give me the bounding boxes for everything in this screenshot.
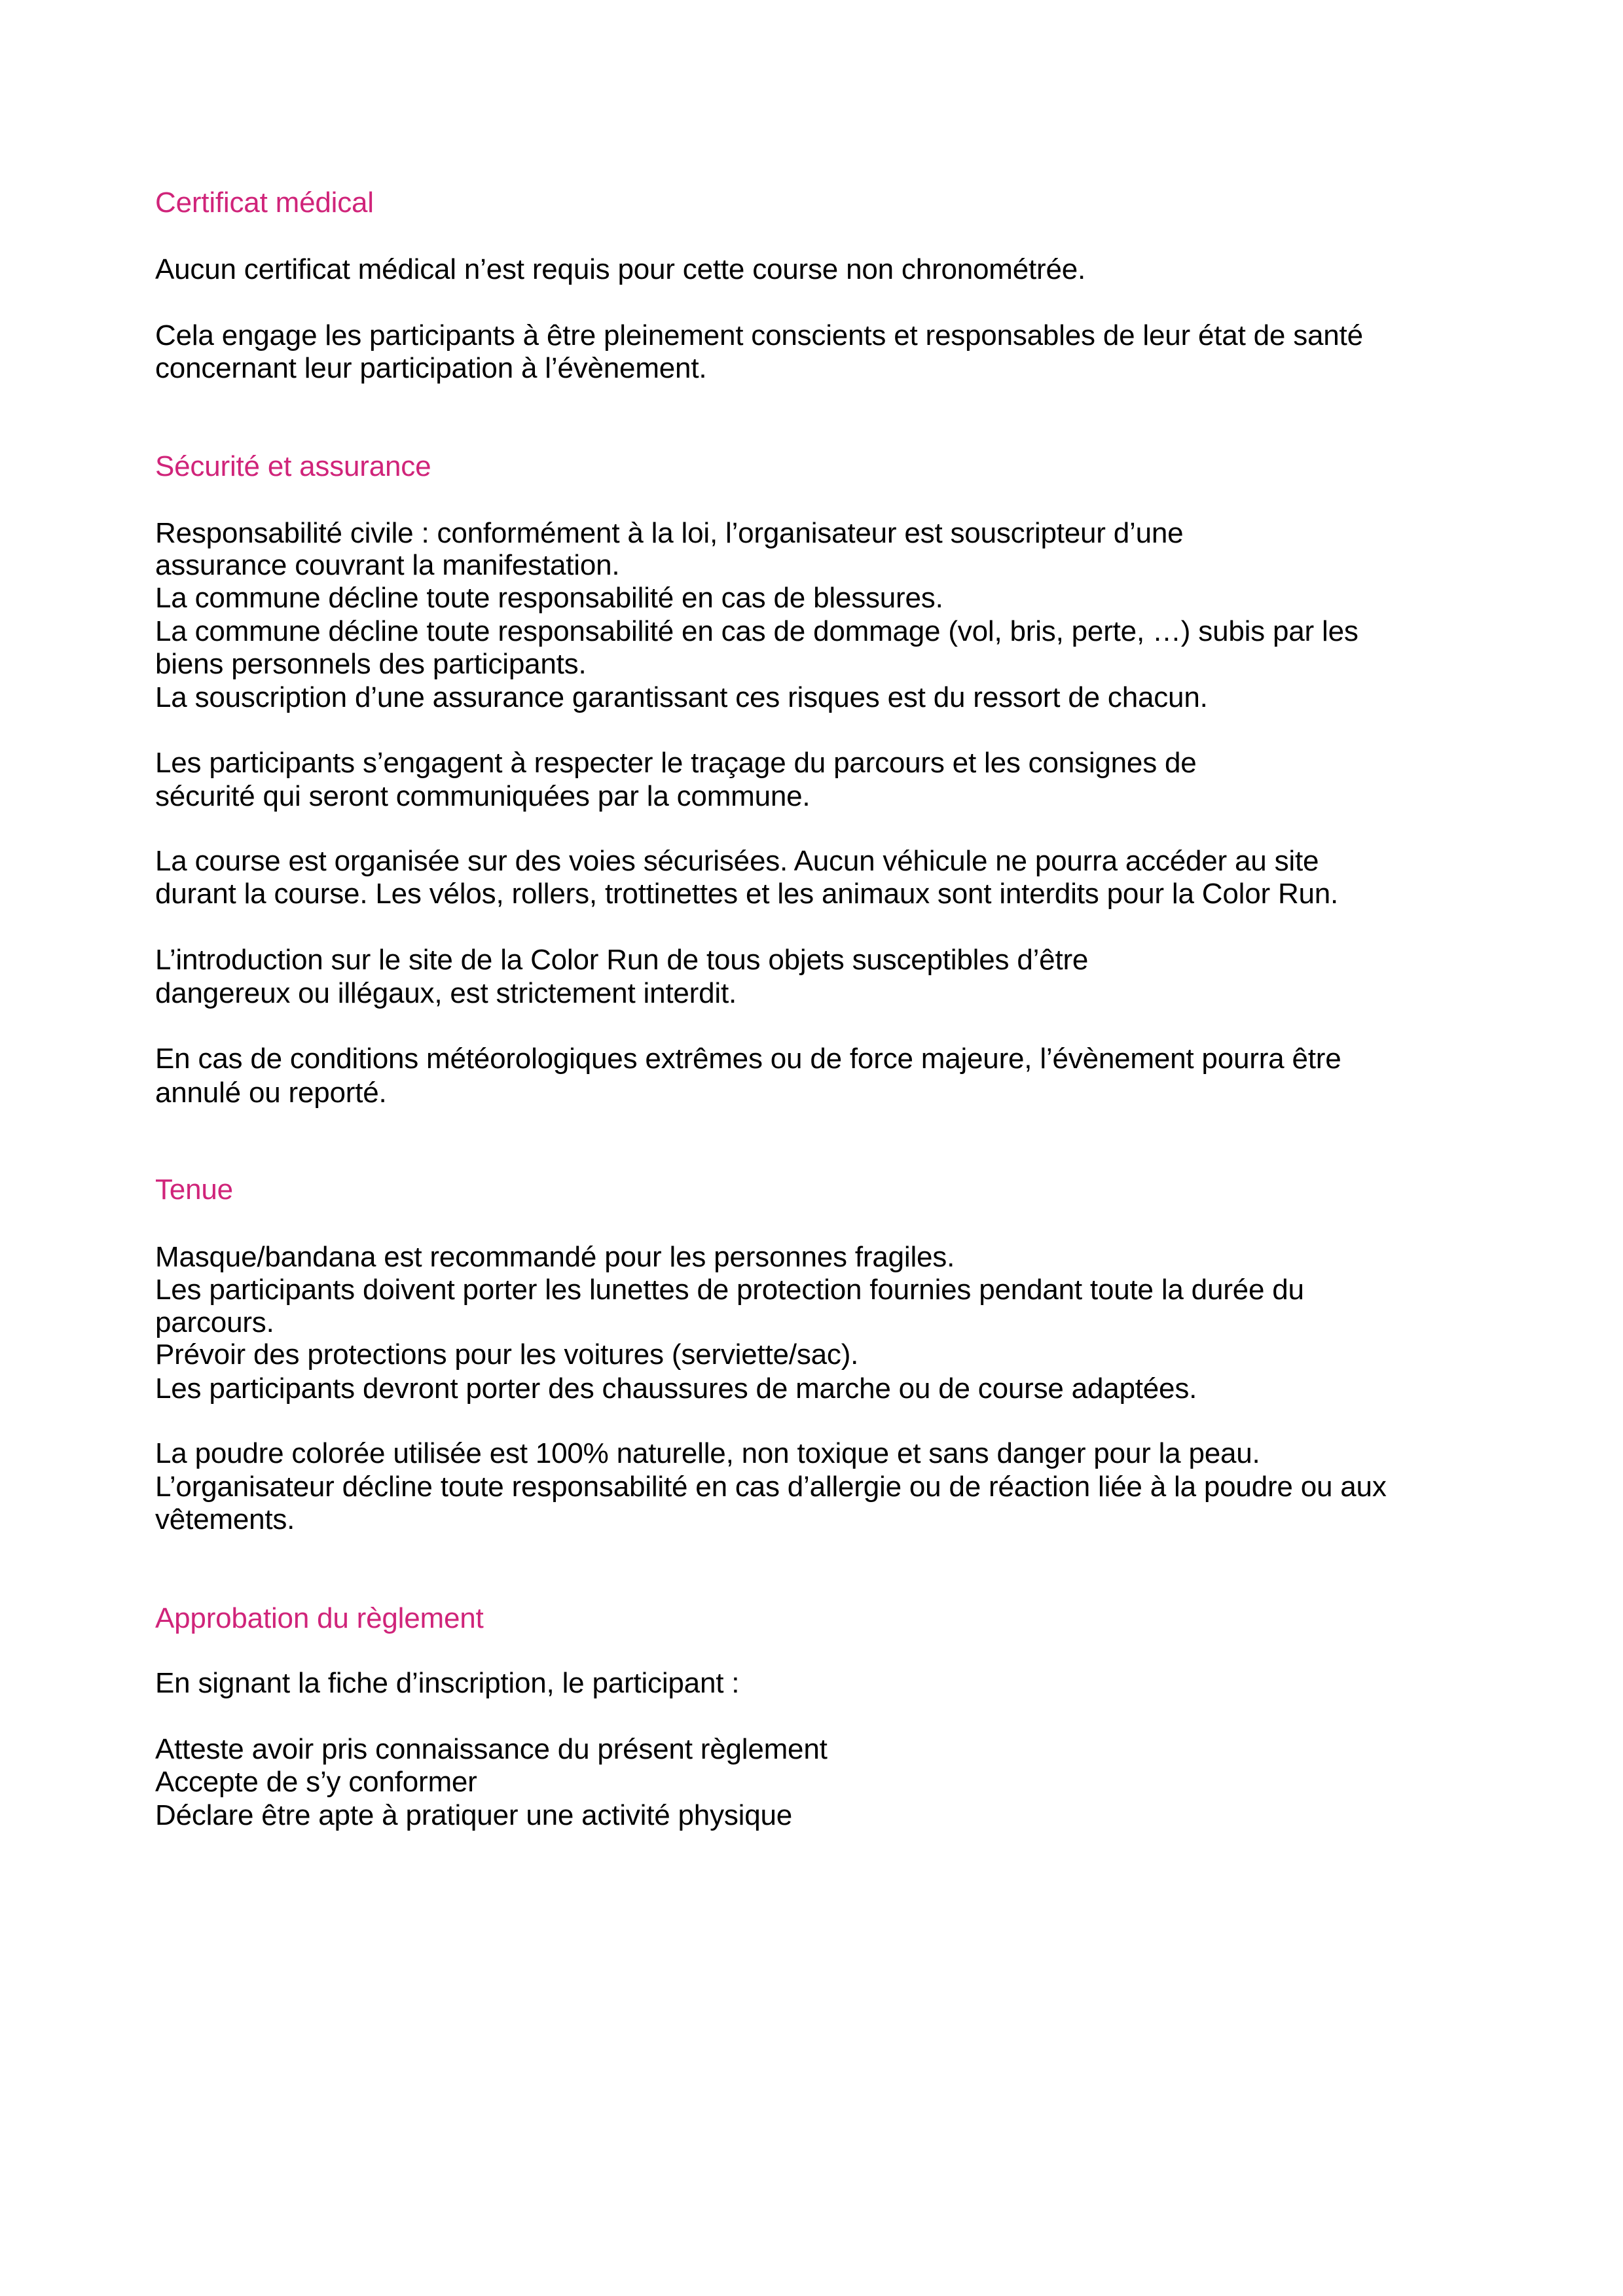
paragraph-line: sécurité qui seront communiquées par la commune.: [155, 780, 811, 812]
section-heading-tenue: Tenue: [155, 1174, 233, 1206]
paragraph-line: Cela engage les participants à être pleinement conscients et responsables de leur état de santé: [155, 319, 1363, 351]
paragraph-line: Masque/bandana est recommandé pour les personnes fragiles.: [155, 1241, 955, 1273]
paragraph-line: biens personnels des participants.: [155, 648, 587, 680]
paragraph-line: La poudre colorée utilisée est 100% naturelle, non toxique et sans danger pour la peau.: [155, 1437, 1260, 1469]
paragraph-line: durant la course. Les vélos, rollers, trottinettes et les animaux sont interdits pour la Color Run.: [155, 878, 1339, 910]
paragraph-line: vêtements.: [155, 1503, 295, 1535]
paragraph-line: Aucun certificat médical n’est requis pour cette course non chronométrée.: [155, 253, 1086, 285]
paragraph-line: L’introduction sur le site de la Color Run de tous objets susceptibles d’être: [155, 944, 1089, 976]
paragraph-line: annulé ou reporté.: [155, 1077, 387, 1109]
paragraph-line: En cas de conditions météorologiques extrêmes ou de force majeure, l’évènement pourra être: [155, 1043, 1341, 1075]
paragraph-line: assurance couvrant la manifestation.: [155, 549, 620, 581]
paragraph-line: Les participants devront porter des chaussures de marche ou de course adaptées.: [155, 1372, 1197, 1405]
paragraph-line: La commune décline toute responsabilité en cas de dommage (vol, bris, perte, …) subis par les: [155, 615, 1359, 647]
paragraph-line: Prévoir des protections pour les voitures (serviette/sac).: [155, 1338, 859, 1371]
list-item: Accepte de s’y conformer: [155, 1766, 477, 1798]
paragraph-line: En signant la fiche d’inscription, le participant :: [155, 1667, 740, 1699]
paragraph-line: La souscription d’une assurance garantissant ces risques est du ressort de chacun.: [155, 681, 1208, 713]
paragraph-line: La commune décline toute responsabilité en cas de blessures.: [155, 582, 943, 614]
section-heading-approbation-reglement: Approbation du règlement: [155, 1602, 484, 1634]
paragraph-line: concernant leur participation à l’évènement.: [155, 352, 707, 384]
paragraph-line: dangereux ou illégaux, est strictement interdit.: [155, 977, 737, 1009]
section-heading-certificat-medical: Certificat médical: [155, 187, 374, 219]
list-item: Atteste avoir pris connaissance du présent règlement: [155, 1733, 828, 1765]
paragraph-line: Les participants doivent porter les lunettes de protection fournies pendant toute la durée du: [155, 1274, 1304, 1306]
section-heading-securite-assurance: Sécurité et assurance: [155, 450, 431, 482]
paragraph-line: La course est organisée sur des voies sécurisées. Aucun véhicule ne pourra accéder au site: [155, 845, 1319, 877]
paragraph-line: Responsabilité civile : conformément à la loi, l’organisateur est souscripteur d’une: [155, 517, 1184, 549]
paragraph-line: L’organisateur décline toute responsabilité en cas d’allergie ou de réaction liée à la poudre ou aux: [155, 1471, 1387, 1503]
paragraph-line: Les participants s’engagent à respecter le traçage du parcours et les consignes de: [155, 747, 1197, 779]
list-item: Déclare être apte à pratiquer une activité physique: [155, 1799, 793, 1831]
paragraph-line: parcours.: [155, 1306, 274, 1338]
